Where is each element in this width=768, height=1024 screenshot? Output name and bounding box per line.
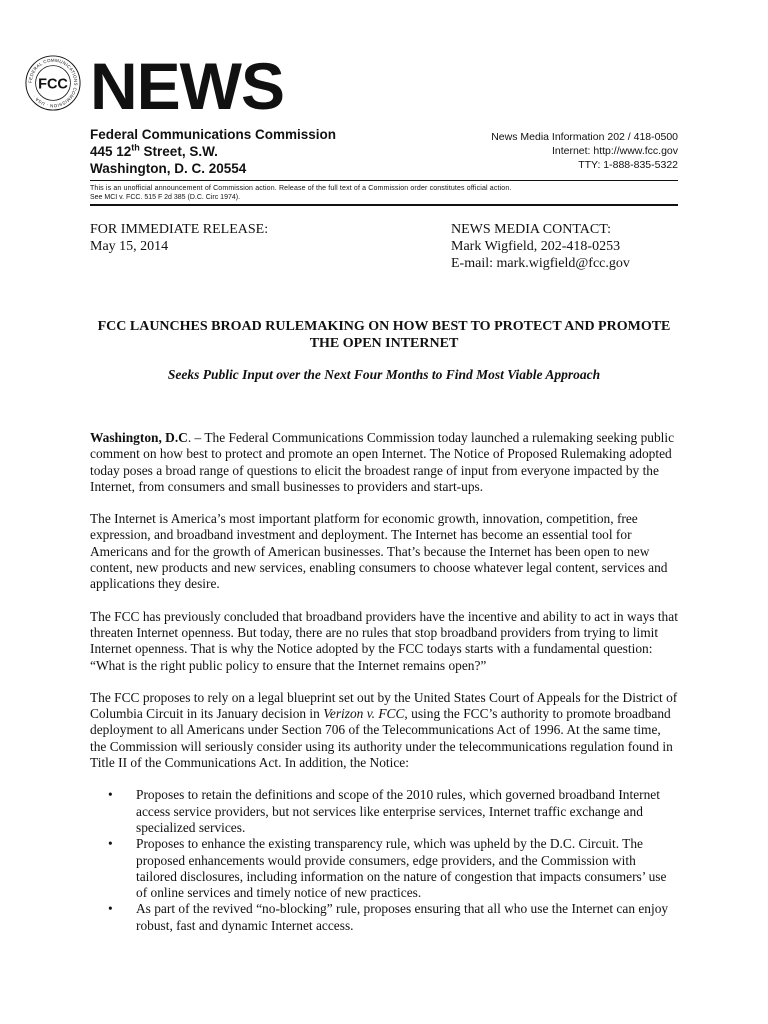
bullet-icon: • (108, 836, 113, 852)
contact-label: NEWS MEDIA CONTACT: (451, 222, 611, 237)
paragraph-3: The FCC has previously concluded that broadband providers have the incentive and ability to act in ways that threaten Internet openness. But today, there are no rules that stop broadband providers from trying to limit Internet openness. That is why the Notice adopted by the FCC todays starts with a fundamental question: “What is the right public policy to ensure that the Internet remains open?” (90, 608, 678, 673)
header-divider-top (90, 180, 678, 181)
press-contact (451, 221, 630, 272)
subheadline: Seeks Public Input over the Next Four Months to Find Most Viable Approach (167, 367, 601, 382)
seal-logo-text: FCC (38, 76, 68, 93)
disclaimer: This is an unofficial announcement of Commission action. Release of the full text of a Commission order constitutes official action. See MCI v. FCC. 515 F 2d 385 (D.C. Circ 1974). (90, 185, 512, 201)
bullet-icon: • (108, 901, 113, 917)
internet-url: Internet: http://www.fcc.gov (551, 145, 678, 157)
paragraph-1: Washington, D.C. – The Federal Communications Commission today launched a rulemaking seeking public comment on how best to protect and promote an open Internet. The Notice of Proposed Rulemaking adopted today poses a broad range of questions to elicit the broadest range of input from everyone impacted by the Internet, from consumers and small businesses to providers and start-ups. (90, 430, 675, 494)
header-divider-bottom (90, 204, 678, 206)
media-info-phone: News Media Information 202 / 418-0500 (491, 131, 678, 143)
seal-ring-text: FEDERAL COMMUNICATIONS COMMISSION · USA · (27, 57, 79, 109)
list-item: • Proposes to retain the definitions and scope of the 2010 rules, which governed broadband Internet access service providers, but not services like enterprise services, Internet traffic exchange and specialized services. (108, 787, 660, 835)
media-contact-info (491, 130, 678, 172)
tty-number: TTY: 1-888-835-5322 (578, 159, 678, 171)
headline: FCC LAUNCHES BROAD RULEMAKING ON HOW BEST TO PROTECT AND PROMOTE THE OPEN INTERNET (97, 319, 671, 351)
fcc-seal-icon (24, 54, 82, 112)
paragraph-4: The FCC proposes to rely on a legal blueprint set out by the United States Court of Appeals for the District of Columbia Circuit in its January decision in Verizon v. FCC, using the FCC’s authority to promote broadband deployment to all Americans under Section 706 of the Telecommunications Act of 1996. At the same time, the Commission will seriously consider using its authority under the telecommunications regulation found in Title II of the Communications Act. In addition, the Notice: (90, 689, 678, 771)
release-date: May 15, 2014 (90, 239, 169, 254)
paragraph-2: The Internet is America’s most important platform for economic growth, innovation, competition, free expression, and broadband investment and deployment. The Internet has become an essential tool for Americans and for the growth of American businesses. That’s because the Internet has been open to new content, new products and new services, enabling consumers to choose whatever legal content, services and applications they desire. (90, 511, 668, 592)
notice-bullet-list (90, 787, 678, 934)
agency-name: Federal Communications Commission (90, 127, 337, 142)
list-item: • As part of the revived “no-blocking” rule, proposes ensuring that all who use the Internet can enjoy robust, fast and dynamic Internet access. (108, 901, 669, 933)
release-info (90, 221, 268, 255)
release-label: FOR IMMEDIATE RELEASE: (90, 222, 269, 237)
body-text (90, 430, 678, 934)
contact-name: Mark Wigfield, 202-418-0253 (451, 239, 621, 254)
list-item: • Proposes to enhance the existing transparency rule, which was upheld by the D.C. Circuit. The proposed enhancements would provide consumers, edge providers, and the Commission with tailored disclosures, including information on the nature of congestion that impacts consumers’ use of online services and timely notice of new practices. (108, 836, 667, 901)
news-title: NEWS (90, 49, 284, 123)
agency-block (90, 126, 336, 177)
agency-address: 445 12th Street, S.W. (90, 142, 218, 159)
bullet-icon: • (108, 787, 113, 803)
contact-email: E-mail: mark.wigfield@fcc.gov (451, 256, 630, 271)
agency-city: Washington, D. C. 20554 (90, 161, 247, 176)
